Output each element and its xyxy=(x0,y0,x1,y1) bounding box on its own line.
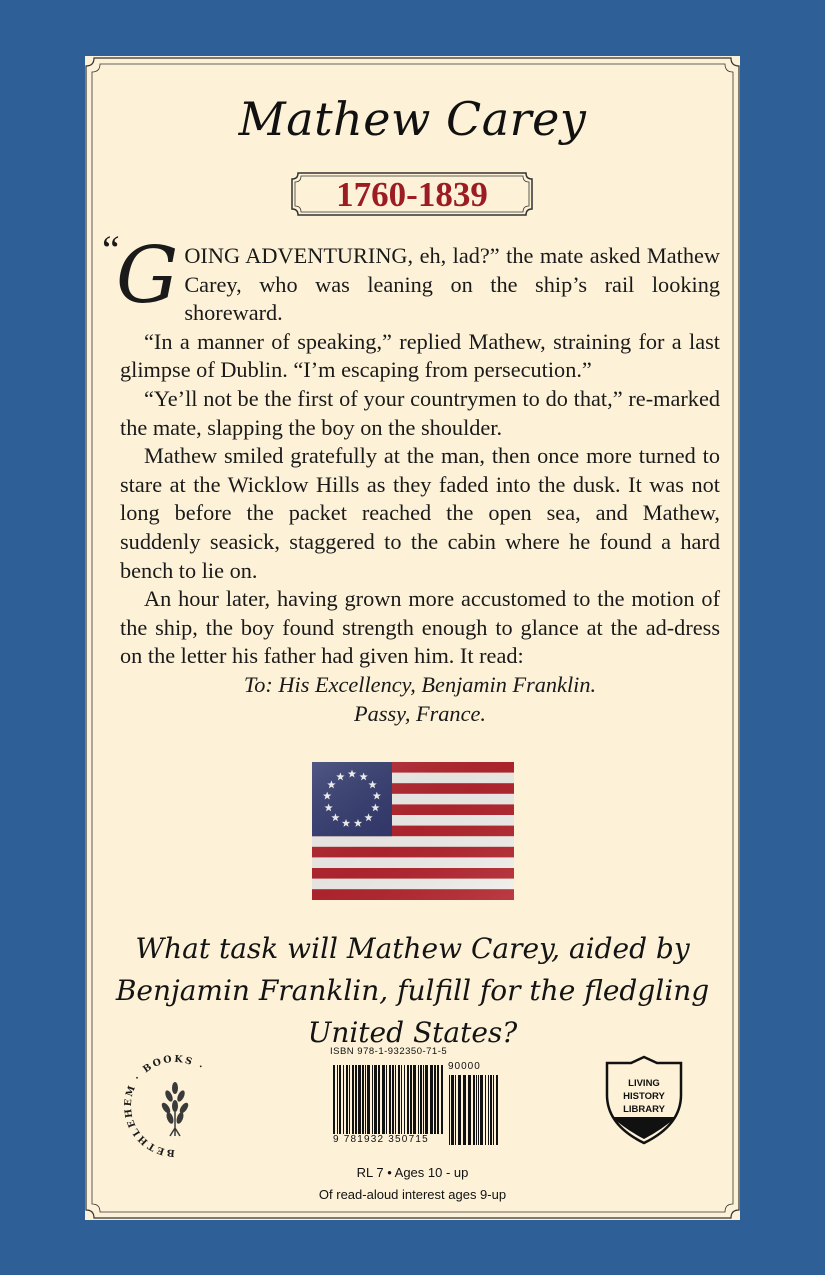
read-aloud-age: Of read-aloud interest ages 9-up xyxy=(318,1187,507,1202)
paragraph-1: G “ OING ADVENTURING, eh, lad?” the mate asked Mathew Carey, who was leaning on the ship’s rail looking shoreward. xyxy=(102,227,720,326)
paragraph-2: “In a manner of speaking,” replied Mathew, straining for a last glimpse of Dublin. “I’m escaping from persecution.” xyxy=(120,328,720,383)
open-quote: “ xyxy=(102,227,120,272)
bethlehem-books-logo xyxy=(120,1050,230,1160)
address-line-2: Passy, France. xyxy=(354,700,486,726)
reading-level: RL 7 • Ages 10 - up xyxy=(356,1165,469,1180)
story-excerpt xyxy=(102,227,720,728)
life-dates: 1760-1839 xyxy=(336,175,488,214)
book-title: Mathew Carey xyxy=(238,92,587,146)
paragraph-5: An hour later, having grown more accustomed to the motion of the ship, the boy found strength enough to glance at the ad-dress on the letter his father had given him. It read: xyxy=(120,586,720,669)
drop-cap: G xyxy=(116,231,179,321)
series-label xyxy=(605,1077,683,1116)
reading-level-info xyxy=(0,1162,825,1206)
american-flag-image xyxy=(312,762,514,900)
series-line-1: LIVING xyxy=(628,1078,660,1089)
series-line-2: HISTORY xyxy=(623,1091,665,1102)
svg-text:BETHLEHEM · BOOKS ·: BETHLEHEM · BOOKS · xyxy=(122,1053,207,1159)
series-line-3: LIBRARY xyxy=(623,1104,665,1115)
ean5-price-code: 90000 xyxy=(448,1061,481,1072)
paragraph-3: “Ye’ll not be the first of your countrymen to do that,” re-marked the mate, slapping the boy on the shoulder. xyxy=(120,385,720,440)
address-line-1: To: His Excellency, Benjamin Franklin. xyxy=(243,671,597,697)
barcode-digits: 9 781932 350715 xyxy=(333,1134,443,1145)
teaser-question: What task will Mathew Carey, aided by Benjamin Franklin, fulfill for the fledgling United States? xyxy=(115,932,710,1049)
paragraph-4: Mathew smiled gratefully at the man, then once more turned to stare at the Wicklow Hills as they faded into the dusk. It was not long before the packet reached the open sea, and Mathew, suddenly seasick, staggered to the cabin where he found a hard bench to lie on. xyxy=(120,443,720,583)
isbn-text: ISBN 978-1-932350-71-5 xyxy=(330,1046,448,1057)
